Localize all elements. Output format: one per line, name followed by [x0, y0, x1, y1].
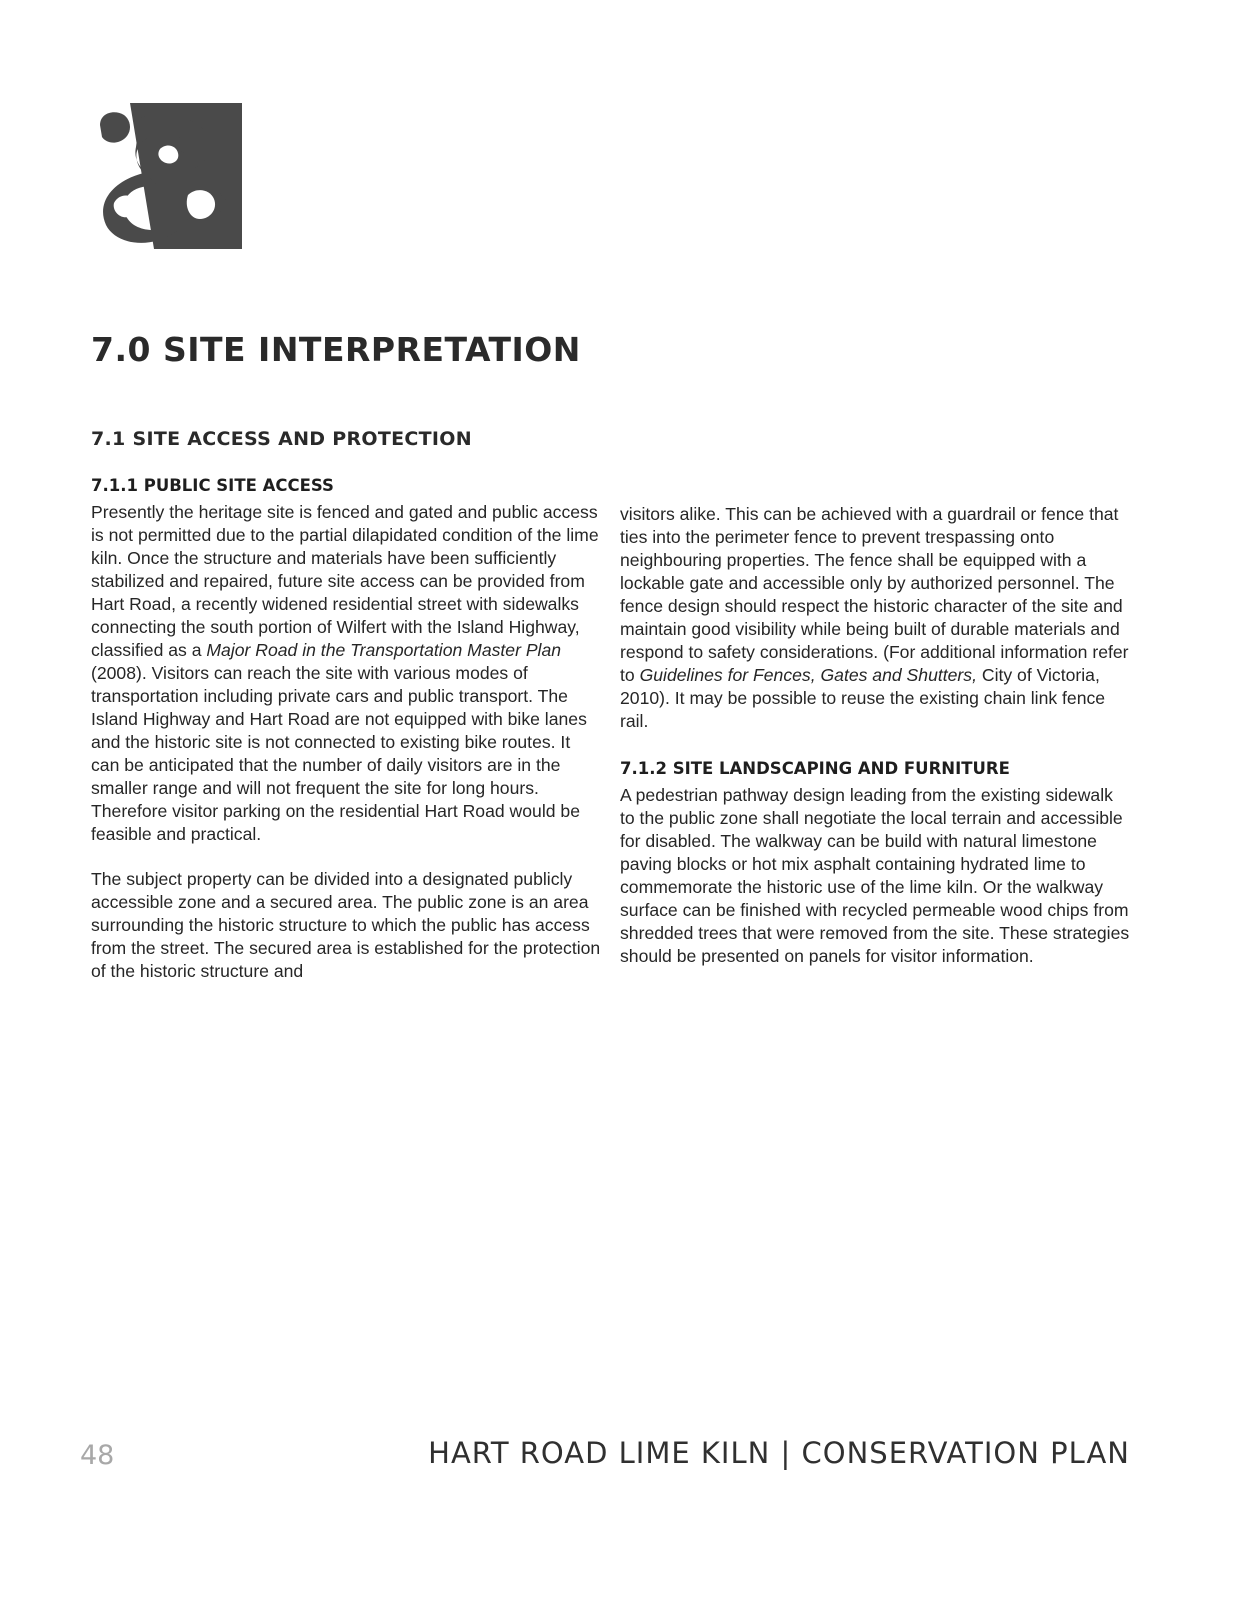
paragraph-fence: [620, 503, 1130, 733]
chapter-title: 7.0 SITE INTERPRETATION: [91, 330, 581, 369]
paragraph-public-access: [91, 501, 601, 846]
subsection-heading-landscaping: 7.1.2 SITE LANDSCAPING AND FURNITURE: [620, 759, 1010, 778]
paragraph-zones: The subject property can be divided into a designated publicly accessible zone and a secured area. The public zone is an area surrounding the historic structure to which the public has access from the street. The secured area is established for the protection of the historic structure and: [91, 869, 601, 981]
section-title: 7.1 SITE ACCESS AND PROTECTION: [91, 428, 472, 450]
paragraph-text: Presently the heritage site is fenced and gated and public access is not permitted due to the partial dilapidated condition of the lime kiln. Once the structure and materials have been sufficiently stabilized and repaired, future site access can be provided from Hart Road, a recently widened residential street with sidewalks connecting the south portion of Wilfert with the Island Highway, classified as a: [91, 502, 599, 660]
paragraph-text: City of Victoria, 2010). It may be possible to reuse the existing chain link fence rail.: [620, 665, 1106, 731]
left-column: [91, 476, 601, 983]
paragraph-landscaping: A pedestrian pathway design leading from the existing sidewalk to the public zone shall negotiate the local terrain and accessible for disabled. The walkway can be build with natural limestone paving blocks or hot mix asphalt containing hydrated lime to commemorate the historic use of the lime kiln. Or the walkway surface can be finished with recycled permeable wood chips from shredded trees that were removed from the site. These strategies should be presented on panels for visitor information.: [620, 785, 1130, 966]
subsection-heading-public-site-access: 7.1.1 PUBLIC SITE ACCESS: [91, 476, 334, 495]
document-title-reference: Major Road in the Transportation Master Plan: [206, 640, 562, 660]
paragraph-text: (2008). Visitors can reach the site with various modes of transportation including private cars and public transport. The Island Highway and Hart Road are not equipped with bike lanes and the historic site is not connected to existing bike routes. It can be anticipated that the number of daily visitors are in the smaller range and will not frequent the site for long hours. Therefore visitor parking on the residential Hart Road would be feasible and practical.: [91, 663, 587, 844]
document-title-reference: Guidelines for Fences, Gates and Shutters,: [639, 665, 977, 685]
ampersand-emblem-icon: [92, 103, 242, 249]
page-number: 48: [80, 1440, 115, 1471]
paragraph-text: visitors alike. This can be achieved with a guardrail or fence that ties into the perimeter fence to prevent trespassing onto neighbouring properties. The fence shall be equipped with a lockable gate and accessible only by authorized personnel. The fence design should respect the historic character of the site and maintain good visibility while being built of durable materials and respond to safety considerations. (For additional information refer to: [620, 504, 1129, 685]
right-column: [620, 503, 1130, 968]
running-footer-title: HART ROAD LIME KILN | CONSERVATION PLAN: [428, 1436, 1130, 1470]
